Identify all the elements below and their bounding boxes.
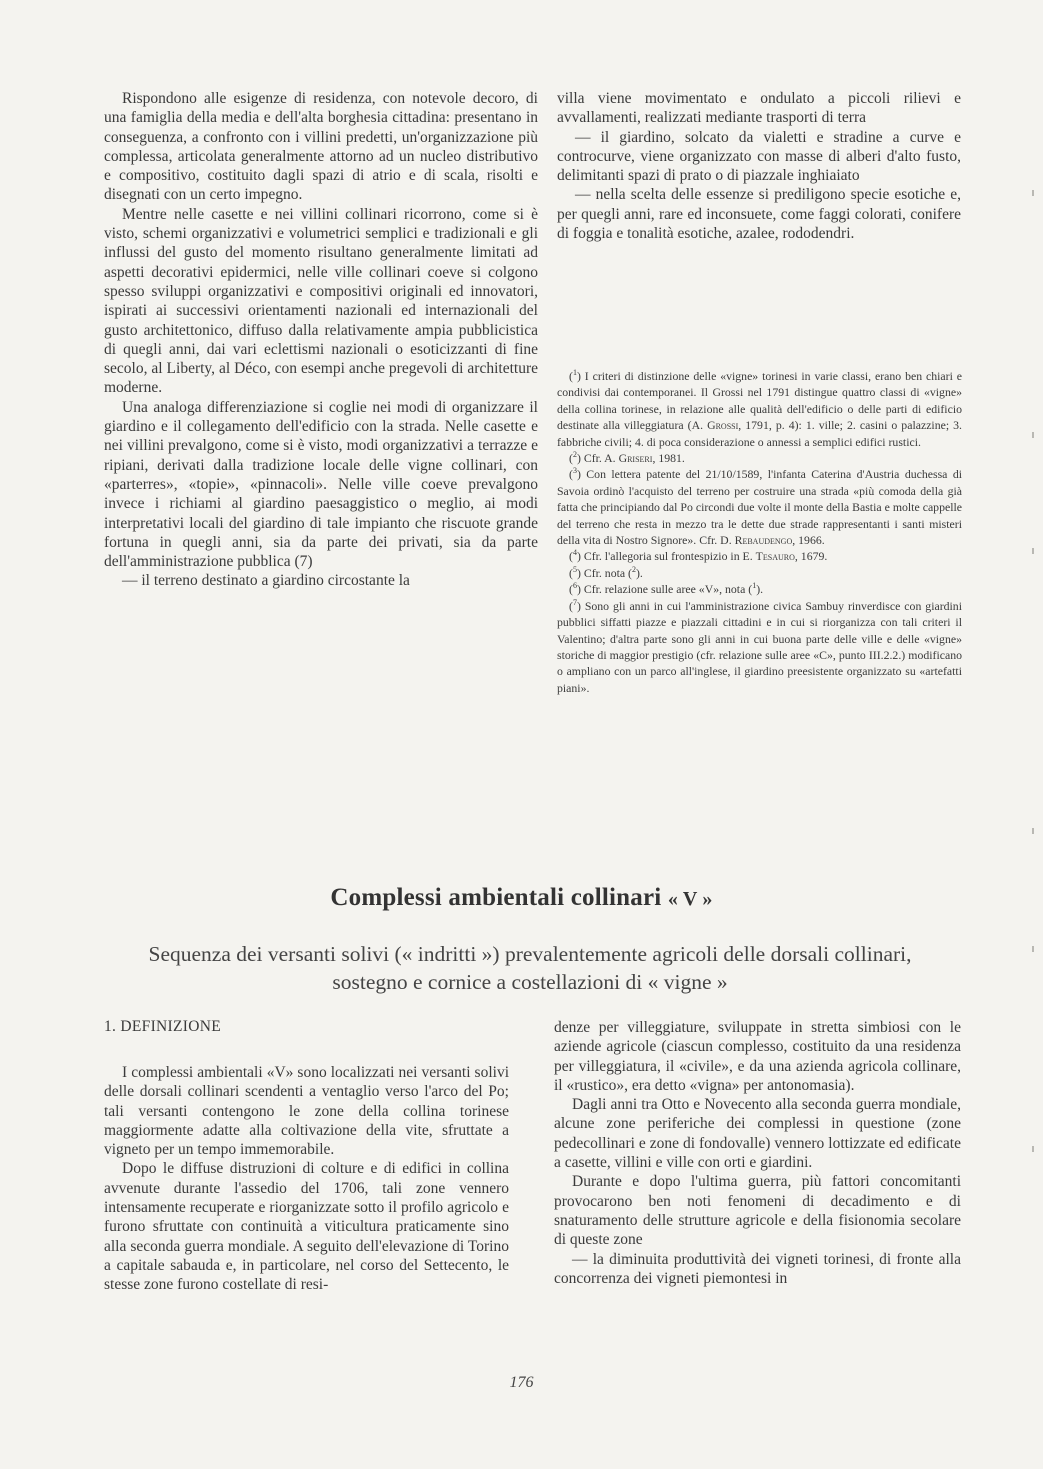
paragraph: — la diminuita produttività dei vigneti torinesi, di fronte alla concorrenza dei vigneti piemontesi in [554, 1250, 961, 1287]
scan-edge-mark [1032, 548, 1034, 554]
scan-edge-mark [1032, 432, 1034, 438]
paragraph: — nella scelta delle essenze si prediligono specie esotiche e, per quegli anni, rare ed inconsuete, come faggi colorati, conifere di foggia e tonalità esotiche, azalee, rododendri. [557, 186, 961, 243]
column-left-top [104, 89, 538, 591]
footnotes [557, 368, 962, 696]
paragraph: Rispondono alle esigenze di residenza, con notevole decoro, di una famiglia della media e dell'alta borghesia cittadina: presentano in conseguenza, a confronto con i villini predetti, un'organizzazione più complessa, articolata generalmente attorno ad un nucleo distributivo e compositivo, costituito dagli spazi di atrio e di scala, risolti e disegnati con un certo impegno. [104, 90, 538, 204]
page-number: 176 [509, 1374, 534, 1391]
footnote: ($^5$) Cfr. nota ($^2$). [569, 564, 643, 580]
paragraph: Durante e dopo l'ultima guerra, più fattori concomitanti provocarono ben noti fenomeni di decadimento e di snaturamento delle strutture agricole e della fisionomia secolare di queste zone [554, 1173, 961, 1249]
paragraph: Mentre nelle casette e nei villini collinari ricorrono, come si è visto, schemi organizzativi e volumetrici semplici e tradizionali e gli influssi del gusto del momento risultano generalmente limitati ad aspetti decorativi epidermici, nelle ville collinari coeve si colgono spesso sviluppi organizzativi e compositivi originali ed innovatori, ispirati ai successivi orientamenti nazionali ed internazionali del gusto architettonico, diffuso dalla relativamente ampia pubblicistica di quegli anni, dai vari eclettismi nazionali o esoticizzanti di fine secolo, al Liberty, al Déco, con esempi anche pregevoli di architetture moderne. [104, 205, 538, 397]
footnote: ($^6$) Cfr. relazione sulle aree «V», nota ($^1$). [569, 581, 764, 597]
footnote-reference: (7) [294, 553, 313, 571]
column-right-top [557, 89, 961, 243]
paragraph: I complessi ambientali «V» sono localizzati nei versanti solivi delle dorsali collinari scendenti a ventaglio verso l'arco del Po; tali versanti contengono le zone della collina torinese maggiormente adatte alla coltivazione della vite, sfruttate a vigneto per un tempo immemorabile. [104, 1064, 509, 1159]
section-subtitle: Sequenza dei versanti solivi (« indritti ») prevalentemente agricoli delle dorsali collinari, sostegno e cornice a costellazioni di « vigne » [148, 942, 912, 994]
paragraph: Dagli anni tra Otto e Novecento alla seconda guerra mondiale, alcune zone periferiche dei complessi in questione (zone pedecollinari e zone di fondovalle) vennero lottizzate ed edificate a casette, villini e ville con orti e giardini. [554, 1096, 961, 1172]
section-title-tag: « V » [667, 888, 713, 910]
paragraph: villa viene movimentato e ondulato a piccoli rilievi e avvallamenti, realizzati mediante trasporti di terra [557, 90, 961, 127]
paragraph: — il terreno destinato a giardino circostante la [122, 572, 410, 590]
paragraph: denze per villeggiature, sviluppate in stretta simbiosi con le aziende agricole (ciascun complesso, costituito da una residenza per villeggiatura, il «civile», e da una azienda agricola collinare, il «rustico», era detto «vigna» per antonomasia). [554, 1019, 961, 1094]
footnote: ($^3$) Con lettera patente del 21/10/1589, l'infanta Caterina d'Austria duchessa di Savoia ordinò l'acquisto del terreno per costruire una strada «più comoda della già fatta che principiando dal Po circondi due volte il monte della Bastia e molte cappelle del terreno che resta in mezzo tra le dette due strade rappresentanti i santi misteri della vita di Nostro Signore». Cfr. D. Rebaudengo, 1966. [557, 466, 962, 548]
footnote: ($^1$) I criteri di distinzione delle «vigne» torinesi in varie classi, erano ben chiari e condivisi dai contemporanei. Il Grossi nel 1791 distingue quattro classi di «vigne» della collina torinese, in relazione alle qualità dell'edificio o delle parti di edificio destinate alla villeggiatura (A. Grossi, 1791, p. 4): 1. ville; 2. casini o palazzine; 3. fabbriche civili; 4. di poca considerazione o annessi a semplici edifici rustici. [557, 368, 962, 449]
scan-edge-mark [1032, 1146, 1034, 1152]
scan-edge-mark [1032, 946, 1034, 952]
paragraph: — il giardino, solcato da vialetti e stradine a curve e controcurve, viene organizzato con masse di alberi d'alto fusto, delimitanti spazi di prato o di piazzale inghiaiato [557, 128, 961, 185]
paragraph [104, 398, 538, 572]
footnote: ($^4$) Cfr. l'allegoria sul frontespizio in E. Tesauro, 1679. [569, 548, 828, 564]
paragraph-text: Una analoga differenziazione si coglie nei modi di organizzare il giardino e il collegamento dell'edificio con la strada. Nelle casette e nei villini prevalgono, come si è visto, modi organizzativi a terrazze e ripiani, derivati dalla tradizione locale delle vigne collinari, con «parterres», «topie», «pinnacoli». Nelle ville coeve prevalgono invece i richiami al giardino paesaggistico o meglio, ai modi interpretativi locali del giardino di tale impianto che riscuote grande fortuna in quegli anni, sia da parte dei privati, sia da parte dell'amministrazione pubblica [104, 398, 538, 571]
subsection-heading: 1. DEFINIZIONE [104, 1018, 221, 1035]
column-right-bottom [554, 1018, 961, 1288]
section-title [0, 884, 1043, 912]
scan-edge-mark [1032, 190, 1034, 196]
section-title-text: Complessi ambientali collinari [330, 884, 662, 911]
footnote: ($^7$) Sono gli anni in cui l'amministrazione civica Sambuy rinverdisce con giardini pubblici siffatti piazze e piazzali cittadini e in cui si riorganizza con tali criteri il Valentino; d'altra parte sono gli anni in cui buona parte delle ville e delle «vigne» storiche di maggior prestigio (cfr. relazione sulle aree «C», punto III.2.2.) modificano o ampliano con un parco all'inglese, il giardino preesistente organizzato su «artefatti piani». [557, 597, 962, 695]
footnote: ($^2$) Cfr. A. Griseri, 1981. [569, 450, 685, 466]
paragraph: Dopo le diffuse distruzioni di colture e di edifici in collina avvenute durante l'assedio del 1706, tali zone vennero intensamente recuperate e riorganizzate sotto il profilo agricolo e furono sfruttate con continuità a viticultura praticamente sino alla seconda guerra mondiale. A seguito dell'elevazione di Torino a capitale sabauda e, in particolare, nel corso del Settecento, le stesse zone furono costellate di resi- [104, 1160, 509, 1294]
scan-edge-mark [1032, 828, 1034, 834]
column-left-bottom [104, 1063, 509, 1295]
